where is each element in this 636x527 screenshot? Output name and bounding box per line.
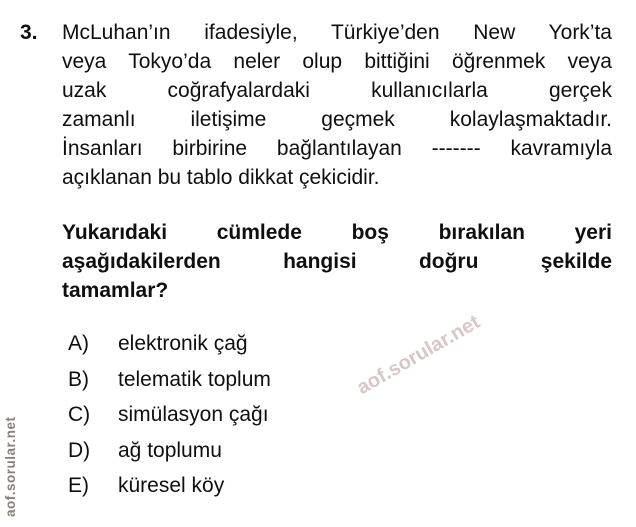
question-number: 3. [20, 21, 38, 44]
question-stem-line: Yukarıdaki cümlede boş bırakılan yeri [62, 221, 612, 244]
option-e[interactable] [68, 468, 488, 504]
watermark-diagonal: aof.sorular.net [353, 311, 484, 400]
option-c[interactable] [68, 397, 488, 433]
question-body-line: açıklanan bu tablo dikkat çekicidir. [62, 166, 380, 189]
option-b[interactable] [68, 362, 488, 398]
question-body [62, 18, 612, 192]
option-d-text: ağ toplumu [118, 438, 222, 462]
question-body-line: zamanlı iletişime geçmek kolaylaşmaktadır. [62, 108, 612, 131]
option-c-letter: C) [68, 403, 91, 426]
option-b-text: telematik toplum [118, 367, 271, 391]
question-body-line: uzak coğrafyalardaki kullanıcılarla gerçek [62, 79, 612, 102]
question-body-line: İnsanları birbirine bağlantılayan ------- kavramıyla [62, 137, 612, 160]
question-stem-line: aşağıdakilerden hangisi doğru şekilde [62, 250, 612, 273]
option-b-letter: B) [68, 367, 89, 391]
option-e-letter: E) [68, 474, 89, 497]
watermark-left-vertical: aof.sorular.net [3, 416, 18, 517]
option-c-text: simülasyon çağı [118, 403, 269, 426]
option-d[interactable] [68, 433, 488, 469]
option-d-letter: D) [68, 438, 91, 462]
question-stem [62, 218, 612, 305]
question-body-line: McLuhan’ın ifadesiyle, Türkiye’den New York’ta [62, 21, 612, 44]
question-body-line: veya Tokyo’da neler olup bittiğini öğrenmek veya [62, 50, 612, 73]
answer-options [68, 326, 488, 504]
option-a[interactable] [68, 326, 488, 362]
option-a-letter: A) [68, 332, 89, 355]
option-e-text: küresel köy [118, 474, 225, 497]
question-stem-line: tamamlar? [62, 279, 169, 302]
option-a-text: elektronik çağ [118, 332, 248, 355]
